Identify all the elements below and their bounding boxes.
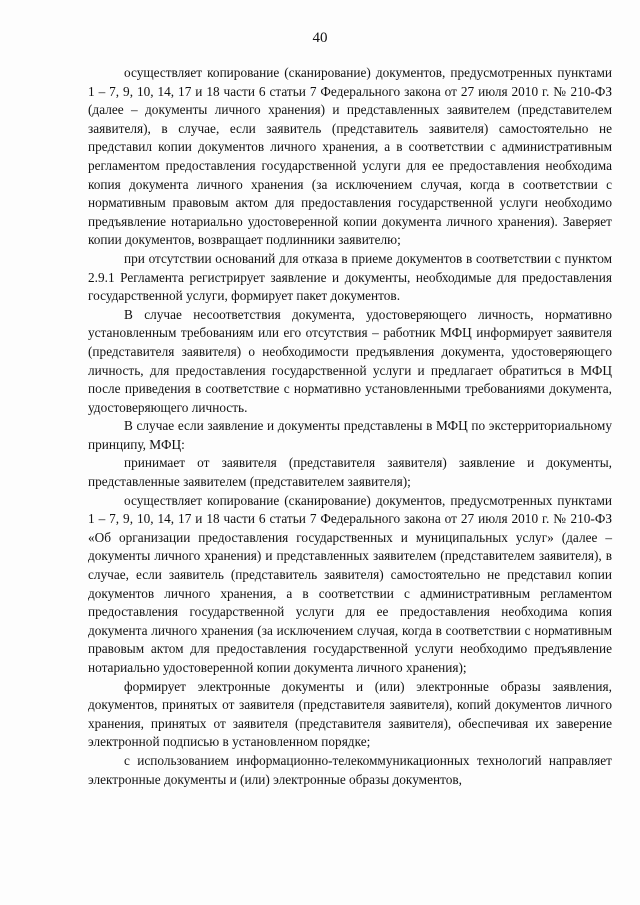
document-body [88, 64, 612, 789]
paragraph: осуществляет копирование (сканирование) документов, предусмотренных пунктами 1 – 7, 9, 10, 14, 17 и 18 части 6 статьи 7 Федерального закона от 27 июля 2010 г. № 210-ФЗ «Об организации предоставления государственных и муниципальных услуг» (далее – документы личного хранения) и представленных заявителем (представителем заявителя), в случае, если заявитель (представитель заявителя) самостоятельно не представил копии документов личного хранения, а в соответствии с административным регламентом предоставления государственной услуги для ее предоставления необходима копия документа личного хранения (за исключением случая, когда в соответствии с нормативным правовым актом для предоставления государственной услуги необходимо предъявление нотариально удостоверенной копии документа личного хранения); [88, 492, 612, 675]
paragraph: принимает от заявителя (представителя заявителя) заявление и документы, представленные заявителем (представителем заявителя); [88, 455, 612, 490]
paragraph: В случае несоответствия документа, удостоверяющего личность, нормативно установленным требованиям или его отсутствия – работник МФЦ информирует заявителя (представителя заявителя) о необходимости предъявления документа, удостоверяющего личность, для предоставления государственной услуги и предлагает обратиться в МФЦ после приведения в соответствие с нормативно установленными требованиями документа, удостоверяющего личность. [88, 306, 612, 415]
paragraph: В случае если заявление и документы представлены в МФЦ по экстерриториальному принципу, МФЦ: [88, 418, 612, 452]
page-number: 40 [312, 30, 328, 46]
paragraph: с использованием информационно-телекоммуникационных технологий направляет электронные документы и (или) электронные образы документов, [88, 752, 612, 787]
paragraph: при отсутствии оснований для отказа в приеме документов в соответствии с пунктом 2.9.1 Регламента регистрирует заявление и документы, необходимые для предоставления государственной услуги, формирует пакет документов. [88, 250, 612, 304]
paragraph: осуществляет копирование (сканирование) документов, предусмотренных пунктами 1 – 7, 9, 10, 14, 17 и 18 части 6 статьи 7 Федерального закона от 27 июля 2010 г. № 210-ФЗ (далее – документы личного хранения) и представленных заявителем (представителем заявителя), в случае, если заявитель (представитель заявителя) самостоятельно не представил копии документов личного хранения, а в соответствии с административным регламентом предоставления государственной услуги для ее предоставления необходима копия документа личного хранения (за исключением случая, когда в соответствии с нормативным правовым актом для предоставления государственной услуги необходимо предъявление нотариально удостоверенной копии документа личного хранения). Заверяет копии документов, возвращает подлинники заявителю; [88, 65, 612, 248]
paragraph: формирует электронные документы и (или) электронные образы заявления, документов, принятых от заявителя (представителя заявителя), копий документов личного хранения, принятых от заявителя (представителя заявителя), обеспечивая их заверение электронной подписью в установленном порядке; [88, 678, 612, 750]
